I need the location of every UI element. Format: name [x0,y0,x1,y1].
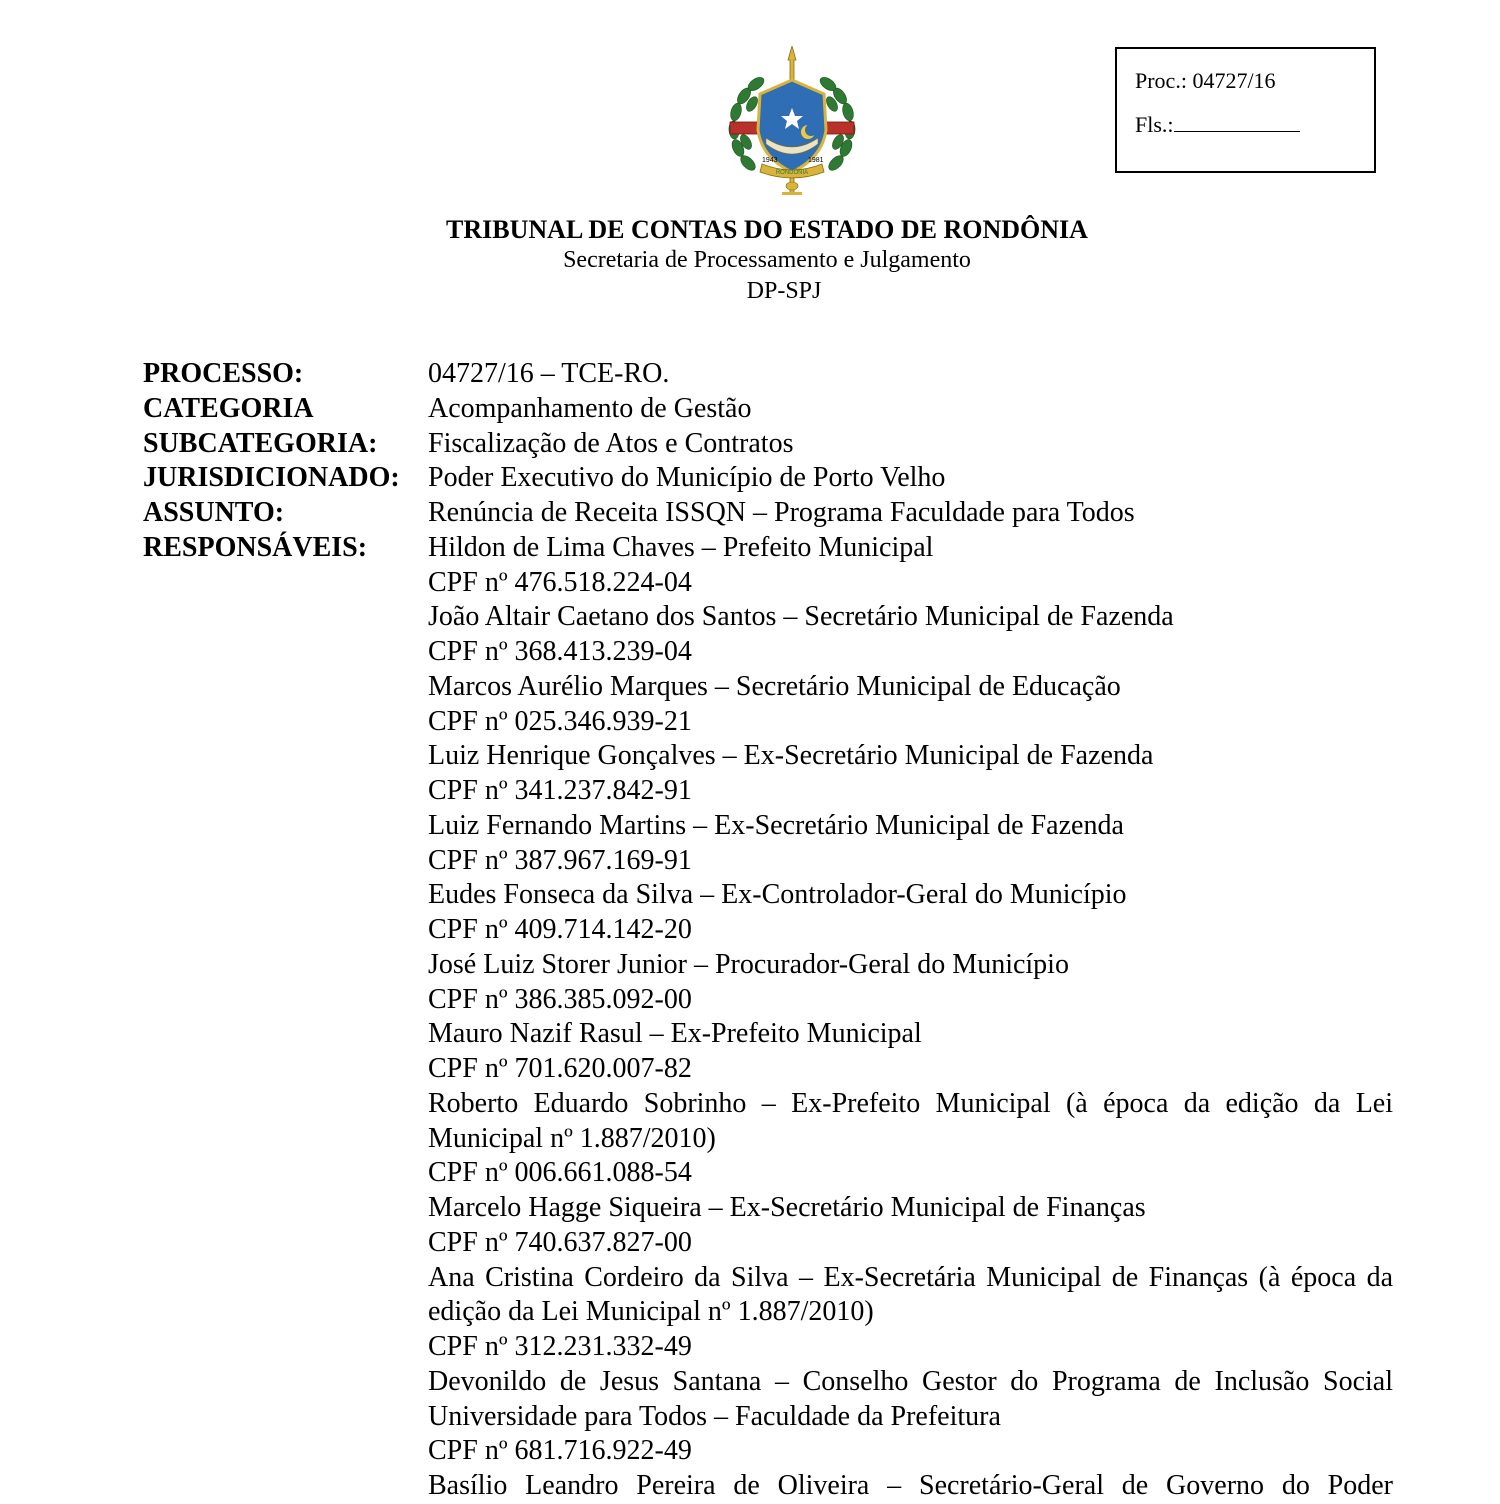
field-row-jurisdicionado [143,461,1393,496]
list-item [428,809,1393,879]
responsavel-cpf: CPF nº 368.413.239-04 [428,636,692,667]
field-value: Renúncia de Receita ISSQN – Programa Faculdade para Todos [428,497,1135,528]
rondonia-coat-of-arms-icon [722,46,862,202]
responsavel-cpf: CPF nº 387.967.169-91 [428,844,692,876]
responsavel-name: Roberto Eduardo Sobrinho – Ex-Prefeito Municipal (à época da edição da Lei Municipal nº 1.887/2010) [428,1087,1393,1154]
responsavel-cpf: CPF nº 740.637.827-00 [428,1226,692,1258]
responsavel-name: Luiz Henrique Gonçalves – Ex-Secretário Municipal de Fazenda [428,740,1154,772]
list-item [428,600,1393,670]
responsavel-name: Basílio Leandro Pereira de Oliveira – Secretário-Geral de Governo do Poder [428,1470,1393,1501]
responsavel-cpf: CPF nº 006.661.088-54 [428,1157,692,1189]
responsavel-cpf: CPF nº 409.714.142-20 [428,914,692,945]
process-stamp-box [1115,47,1376,173]
field-label: PROCESSO: [143,358,304,389]
field-label: JURISDICIONADO: [143,462,400,494]
list-item [428,1017,1393,1087]
responsavel-cpf: CPF nº 476.518.224-04 [428,566,692,598]
responsavel-name: Devonildo de Jesus Santana – Conselho Gestor do Programa de Inclusão Social Universidade para Todos – Faculdade da Prefeitura [428,1365,1393,1432]
field-row-assunto [143,496,1393,531]
field-row-categoria [143,392,1393,427]
emblem-ribbon-text: RONDÔNIA [775,170,809,176]
responsavel-name: Ana Cristina Cordeiro da Silva – Ex-Secretária Municipal de Finanças (à época da edição da Lei Municipal nº 1.887/2010) [428,1261,1393,1328]
responsavel-name: João Altair Caetano dos Santos – Secretário Municipal de Fazenda [428,601,1174,633]
responsavel-name: Mauro Nazif Rasul – Ex-Prefeito Municipal [428,1018,922,1050]
responsavel-name: Luiz Fernando Martins – Ex-Secretário Municipal de Fazenda [428,809,1124,841]
list-item [428,739,1393,809]
field-row-subcategoria [143,427,1393,462]
list-item [428,948,1393,1018]
fls-field [1135,103,1374,147]
list-item [428,1191,1393,1261]
fls-blank-line [1174,109,1300,132]
emblem-year-right: 1981 [808,157,824,164]
process-fields [143,357,1393,1504]
responsavel-cpf: CPF nº 025.346.939-21 [428,705,692,737]
list-item [428,1261,1393,1365]
list-item [428,670,1393,740]
responsavel-cpf: CPF nº 312.231.332-49 [428,1331,692,1362]
responsavel-name: Marcelo Hagge Siqueira – Ex-Secretário Municipal de Finanças [428,1192,1146,1223]
responsavel-name: Eudes Fonseca da Silva – Ex-Controlador-Geral do Município [428,879,1127,911]
responsavel-cpf: CPF nº 681.716.922-49 [428,1435,692,1467]
field-value: Acompanhamento de Gestão [428,392,752,424]
emblem-year-left: 1943 [762,157,778,164]
fls-label: Fls.: [1135,112,1174,137]
secretariat-name: Secretaria de Processamento e Julgamento [563,247,971,273]
field-label: CATEGORIA [143,392,314,424]
responsavel-name: José Luiz Storer Junior – Procurador-Geral do Município [428,948,1069,980]
field-value: 04727/16 – TCE-RO. [428,358,670,389]
field-value: Poder Executivo do Município de Porto Velho [428,462,946,494]
organization-title: TRIBUNAL DE CONTAS DO ESTADO DE RONDÔNIA [446,215,1088,244]
responsaveis-list [428,531,1393,1504]
department-code: DP-SPJ [746,278,822,304]
list-item [428,878,1393,948]
list-item [428,531,1393,601]
field-value: Fiscalização de Atos e Contratos [428,427,794,459]
responsavel-cpf: CPF nº 701.620.007-82 [428,1053,692,1084]
responsavel-name: Marcos Aurélio Marques – Secretário Municipal de Educação [428,670,1121,702]
responsavel-cpf: CPF nº 386.385.092-00 [428,983,692,1015]
field-label: ASSUNTO: [143,497,285,528]
list-item [428,1087,1393,1191]
responsavel-cpf: CPF nº 341.237.842-91 [428,775,692,806]
field-label: RESPONSÁVEIS: [143,531,368,563]
responsavel-name: Hildon de Lima Chaves – Prefeito Municipal [428,531,934,563]
field-row-processo [143,357,1393,392]
proc-number: Proc.: 04727/16 [1135,68,1276,93]
list-item [428,1469,1393,1504]
field-label: SUBCATEGORIA: [143,427,378,459]
list-item [428,1365,1393,1469]
field-row-responsaveis [143,531,1393,1504]
